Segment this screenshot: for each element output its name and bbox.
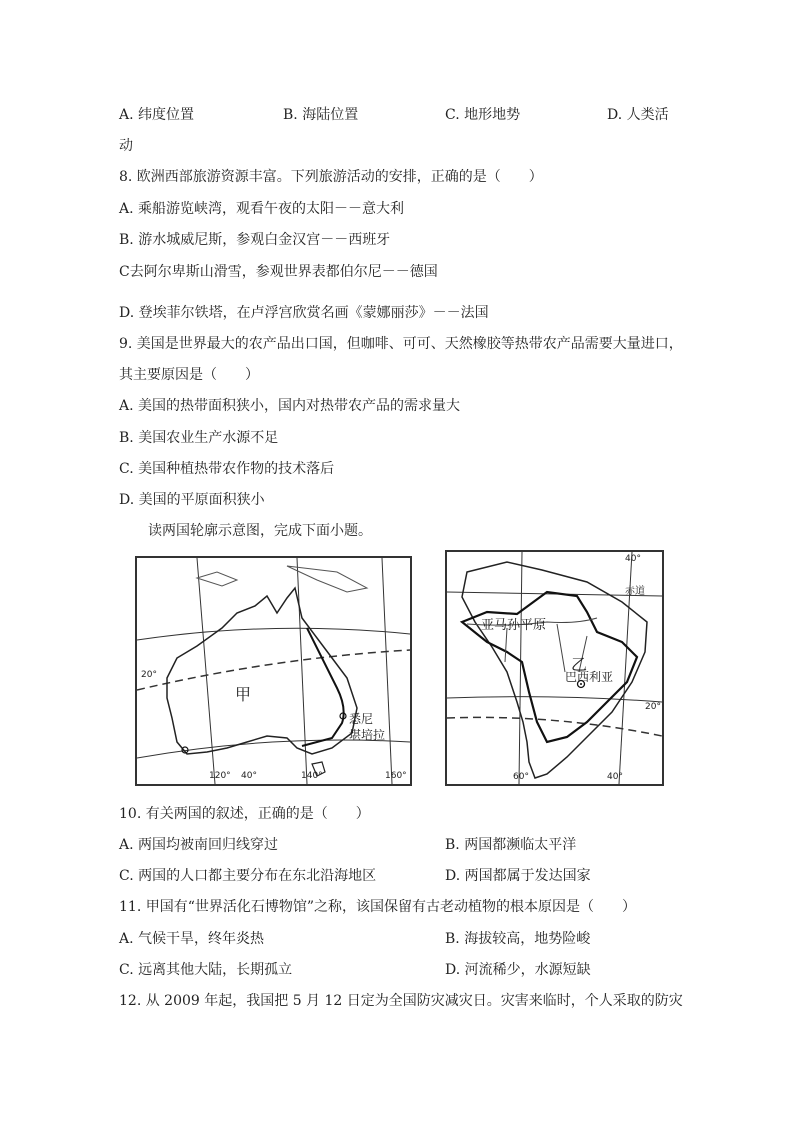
q7-option-b: B. 海陆位置 xyxy=(283,107,359,123)
label-amazon-plain: 亚马孙平原 xyxy=(481,618,547,633)
q9-option-d: D. 美国的平原面积狭小 xyxy=(119,492,265,508)
q7-option-a: A. 纬度位置 xyxy=(119,107,195,123)
q11-option-a: A. 气候干旱，终年炎热 xyxy=(119,931,265,947)
q9-option-c: C. 美国种植热带农作物的技术落后 xyxy=(119,461,335,477)
q10-option-c: C. 两国的人口都主要分布在东北沿海地区 xyxy=(119,868,377,884)
q10-option-b: B. 两国都濒临太平洋 xyxy=(445,837,577,853)
label-sydney: 悉尼 xyxy=(349,712,374,726)
label-country-jia: 甲 xyxy=(235,685,252,704)
map-australia-drawing xyxy=(137,558,410,784)
q8-option-d: D. 登埃菲尔铁塔，在卢浮宫欣赏名画《蒙娜丽莎》－－法国 xyxy=(119,305,489,321)
label-canberra: 堪培拉 xyxy=(349,728,386,742)
q10-option-d: D. 两国都属于发达国家 xyxy=(445,868,591,884)
q9-option-b: B. 美国农业生产水源不足 xyxy=(119,430,279,446)
q11-option-d: D. 河流稀少，水源短缺 xyxy=(445,962,591,978)
label-lon-160: 160° xyxy=(385,771,407,781)
q9-stem-line2: 其主要原因是（ ） xyxy=(119,367,259,383)
map-brazil xyxy=(445,550,664,786)
q9-stem-line1: 9. 美国是世界最大的农产品出口国，但咖啡、可可、天然橡胶等热带农产品需要大量进口， xyxy=(119,336,683,352)
q7-option-c: C. 地形地势 xyxy=(445,107,521,123)
label-lon-140: 140° xyxy=(301,771,323,781)
q11-stem: 11. 甲国有“世界活化石博物馆”之称，该国保留有古老动植物的根本原因是（ ） xyxy=(119,899,637,915)
q11-option-b: B. 海拔较高，地势险峻 xyxy=(445,931,591,947)
q7-option-d: D. 人类活 xyxy=(607,107,669,123)
map-australia xyxy=(135,556,412,786)
q8-stem: 8. 欧洲西部旅游资源丰富。下列旅游活动的安排，正确的是（ ） xyxy=(119,169,543,185)
q7-option-d-wrap: 动 xyxy=(119,138,133,154)
q10-option-a: A. 两国均被南回归线穿过 xyxy=(119,837,279,853)
map-intro: 读两国轮廓示意图，完成下面小题。 xyxy=(148,523,372,539)
label-equator: 赤道 xyxy=(625,586,645,597)
label-lon-40-top: 40° xyxy=(625,554,641,564)
q8-option-b: B. 游水城威尼斯，参观白金汉宫－－西班牙 xyxy=(119,232,391,248)
label-brasilia: 巴西利亚 xyxy=(565,670,614,684)
label-country-yi: 乙 xyxy=(571,655,588,674)
q9-option-a: A. 美国的热带面积狭小，国内对热带农产品的需求量大 xyxy=(119,398,461,414)
label-lon-40: 40° xyxy=(241,771,257,781)
label-lon-40-bottom: 40° xyxy=(607,772,623,782)
q8-option-a: A. 乘船游览峡湾，观看午夜的太阳－－意大利 xyxy=(119,201,405,217)
q8-option-c: C去阿尔卑斯山滑雪，参观世界表都伯尔尼－－德国 xyxy=(119,264,438,280)
label-lat-20: 20° xyxy=(141,670,157,680)
q12-stem: 12. 从 2009 年起，我国把 5 月 12 日定为全国防灾减灾日。灾害来临时，个人采取的防灾 xyxy=(119,993,683,1009)
label-lon-60: 60° xyxy=(513,772,529,782)
q11-option-c: C. 远离其他大陆，长期孤立 xyxy=(119,962,293,978)
label-lon-120: 120° xyxy=(209,771,231,781)
label-lat-20-right: 20° xyxy=(645,702,661,712)
q10-stem: 10. 有关两国的叙述，正确的是（ ） xyxy=(119,806,370,822)
